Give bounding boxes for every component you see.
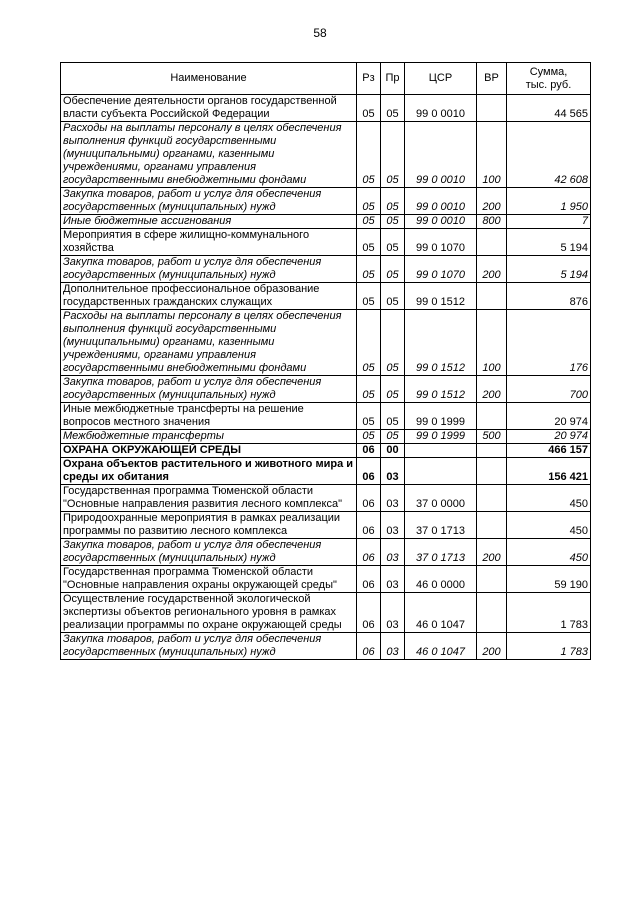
cell-pr: 03 — [381, 485, 405, 512]
cell-sum: 20 974 — [507, 403, 591, 430]
cell-name: Расходы на выплаты персоналу в целях обеспечения выполнения функций государственными (муниципальными) органами, казенными учреждениями, органами управления государственными внебюджетными фондами — [61, 310, 357, 376]
cell-sum: 5 194 — [507, 256, 591, 283]
cell-name: ОХРАНА ОКРУЖАЮЩЕЙ СРЕДЫ — [61, 444, 357, 458]
cell-vr — [477, 229, 507, 256]
cell-rz: 05 — [357, 122, 381, 188]
table-row — [61, 485, 591, 512]
cell-rz: 06 — [357, 539, 381, 566]
cell-csr: 37 0 1713 — [405, 539, 477, 566]
cell-rz: 06 — [357, 593, 381, 633]
cell-rz: 05 — [357, 256, 381, 283]
cell-sum: 44 565 — [507, 95, 591, 122]
cell-csr: 99 0 1070 — [405, 256, 477, 283]
cell-pr: 05 — [381, 430, 405, 444]
cell-name: Закупка товаров, работ и услуг для обеспечения государственных (муниципальных) нужд — [61, 188, 357, 215]
cell-vr: 200 — [477, 633, 507, 660]
cell-vr — [477, 512, 507, 539]
header-rz: Рз — [357, 63, 381, 95]
cell-sum: 1 783 — [507, 633, 591, 660]
cell-pr: 05 — [381, 215, 405, 229]
cell-vr: 200 — [477, 256, 507, 283]
cell-rz: 05 — [357, 310, 381, 376]
table-row — [61, 539, 591, 566]
header-csr: ЦСР — [405, 63, 477, 95]
cell-vr: 500 — [477, 430, 507, 444]
table-row — [61, 256, 591, 283]
cell-name: Природоохранные мероприятия в рамках реализации программы по развитию лесного комплекса — [61, 512, 357, 539]
cell-pr: 00 — [381, 444, 405, 458]
cell-pr: 05 — [381, 376, 405, 403]
cell-name: Мероприятия в сфере жилищно-коммунального хозяйства — [61, 229, 357, 256]
cell-sum: 466 157 — [507, 444, 591, 458]
cell-sum: 156 421 — [507, 458, 591, 485]
cell-csr: 46 0 1047 — [405, 633, 477, 660]
cell-pr: 03 — [381, 458, 405, 485]
cell-pr: 05 — [381, 403, 405, 430]
cell-rz: 05 — [357, 188, 381, 215]
table-row — [61, 310, 591, 376]
cell-rz: 06 — [357, 458, 381, 485]
cell-csr: 46 0 1047 — [405, 593, 477, 633]
cell-sum: 450 — [507, 485, 591, 512]
header-sum — [507, 63, 591, 95]
cell-vr — [477, 444, 507, 458]
cell-csr: 46 0 0000 — [405, 566, 477, 593]
cell-name: Иные межбюджетные трансферты на решение вопросов местного значения — [61, 403, 357, 430]
cell-vr — [477, 95, 507, 122]
cell-rz: 06 — [357, 485, 381, 512]
cell-pr: 03 — [381, 633, 405, 660]
cell-name: Дополнительное профессиональное образование государственных гражданских служащих — [61, 283, 357, 310]
cell-name: Охрана объектов растительного и животного мира и среды их обитания — [61, 458, 357, 485]
cell-vr — [477, 283, 507, 310]
cell-csr — [405, 444, 477, 458]
cell-sum: 1 783 — [507, 593, 591, 633]
cell-rz: 05 — [357, 229, 381, 256]
cell-rz: 06 — [357, 512, 381, 539]
cell-pr: 05 — [381, 122, 405, 188]
cell-pr: 05 — [381, 310, 405, 376]
cell-pr: 03 — [381, 512, 405, 539]
table-row — [61, 458, 591, 485]
cell-csr: 37 0 0000 — [405, 485, 477, 512]
cell-name: Государственная программа Тюменской области "Основные направления развития лесного комплекса" — [61, 485, 357, 512]
cell-sum: 7 — [507, 215, 591, 229]
header-sum-line1: Сумма, — [529, 65, 568, 78]
cell-name: Обеспечение деятельности органов государственной власти субъекта Российской Федерации — [61, 95, 357, 122]
cell-rz: 05 — [357, 376, 381, 403]
table-row — [61, 122, 591, 188]
cell-vr: 100 — [477, 310, 507, 376]
table-row — [61, 215, 591, 229]
cell-sum: 450 — [507, 539, 591, 566]
cell-csr — [405, 458, 477, 485]
cell-name: Закупка товаров, работ и услуг для обеспечения государственных (муниципальных) нужд — [61, 256, 357, 283]
cell-name: Межбюджетные трансферты — [61, 430, 357, 444]
table-header-row — [61, 63, 591, 95]
cell-sum: 5 194 — [507, 229, 591, 256]
cell-vr — [477, 403, 507, 430]
table-row — [61, 430, 591, 444]
cell-csr: 37 0 1713 — [405, 512, 477, 539]
cell-sum: 450 — [507, 512, 591, 539]
table-row — [61, 188, 591, 215]
cell-rz: 06 — [357, 566, 381, 593]
header-sum-line2: тыс. руб. — [525, 78, 572, 91]
cell-sum: 20 974 — [507, 430, 591, 444]
cell-name: Закупка товаров, работ и услуг для обеспечения государственных (муниципальных) нужд — [61, 376, 357, 403]
cell-pr: 03 — [381, 593, 405, 633]
cell-csr: 99 0 1512 — [405, 376, 477, 403]
cell-name: Закупка товаров, работ и услуг для обеспечения государственных (муниципальных) нужд — [61, 633, 357, 660]
table-row — [61, 633, 591, 660]
cell-rz: 05 — [357, 215, 381, 229]
cell-pr: 03 — [381, 539, 405, 566]
table-row — [61, 593, 591, 633]
budget-table — [60, 62, 591, 660]
table-row — [61, 283, 591, 310]
table-row — [61, 512, 591, 539]
table-row — [61, 403, 591, 430]
cell-name: Государственная программа Тюменской области "Основные направления охраны окружающей среды" — [61, 566, 357, 593]
cell-name: Иные бюджетные ассигнования — [61, 215, 357, 229]
cell-pr: 03 — [381, 566, 405, 593]
cell-pr: 05 — [381, 229, 405, 256]
header-pr: Пр — [381, 63, 405, 95]
cell-vr — [477, 485, 507, 512]
cell-vr: 200 — [477, 376, 507, 403]
table-row — [61, 444, 591, 458]
cell-rz: 06 — [357, 633, 381, 660]
cell-vr — [477, 566, 507, 593]
table-row — [61, 376, 591, 403]
cell-csr: 99 0 1999 — [405, 403, 477, 430]
cell-sum: 700 — [507, 376, 591, 403]
cell-csr: 99 0 0010 — [405, 122, 477, 188]
cell-rz: 05 — [357, 283, 381, 310]
header-name: Наименование — [61, 63, 357, 95]
cell-csr: 99 0 1999 — [405, 430, 477, 444]
cell-vr: 100 — [477, 122, 507, 188]
cell-csr: 99 0 1512 — [405, 283, 477, 310]
cell-csr: 99 0 0010 — [405, 215, 477, 229]
cell-sum: 876 — [507, 283, 591, 310]
table-body — [61, 95, 591, 660]
cell-csr: 99 0 1070 — [405, 229, 477, 256]
cell-csr: 99 0 0010 — [405, 188, 477, 215]
cell-sum: 59 190 — [507, 566, 591, 593]
table-row — [61, 95, 591, 122]
page-number: 58 — [313, 26, 327, 40]
cell-name: Осуществление государственной экологической экспертизы объектов регионального уровня в рамках реализации программы по охране окружающей среды — [61, 593, 357, 633]
cell-rz: 06 — [357, 444, 381, 458]
cell-pr: 05 — [381, 188, 405, 215]
cell-vr — [477, 458, 507, 485]
cell-csr: 99 0 1512 — [405, 310, 477, 376]
cell-vr — [477, 593, 507, 633]
cell-pr: 05 — [381, 283, 405, 310]
cell-rz: 05 — [357, 403, 381, 430]
cell-rz: 05 — [357, 95, 381, 122]
cell-rz: 05 — [357, 430, 381, 444]
table-row — [61, 566, 591, 593]
cell-sum: 176 — [507, 310, 591, 376]
cell-name: Расходы на выплаты персоналу в целях обеспечения выполнения функций государственными (муниципальными) органами, казенными учреждениями, органами управления государственными внебюджетными фондами — [61, 122, 357, 188]
cell-pr: 05 — [381, 95, 405, 122]
cell-pr: 05 — [381, 256, 405, 283]
cell-vr: 200 — [477, 188, 507, 215]
cell-vr: 200 — [477, 539, 507, 566]
cell-sum: 42 608 — [507, 122, 591, 188]
cell-csr: 99 0 0010 — [405, 95, 477, 122]
header-vr: ВР — [477, 63, 507, 95]
cell-name: Закупка товаров, работ и услуг для обеспечения государственных (муниципальных) нужд — [61, 539, 357, 566]
cell-sum: 1 950 — [507, 188, 591, 215]
cell-vr: 800 — [477, 215, 507, 229]
table-row — [61, 229, 591, 256]
